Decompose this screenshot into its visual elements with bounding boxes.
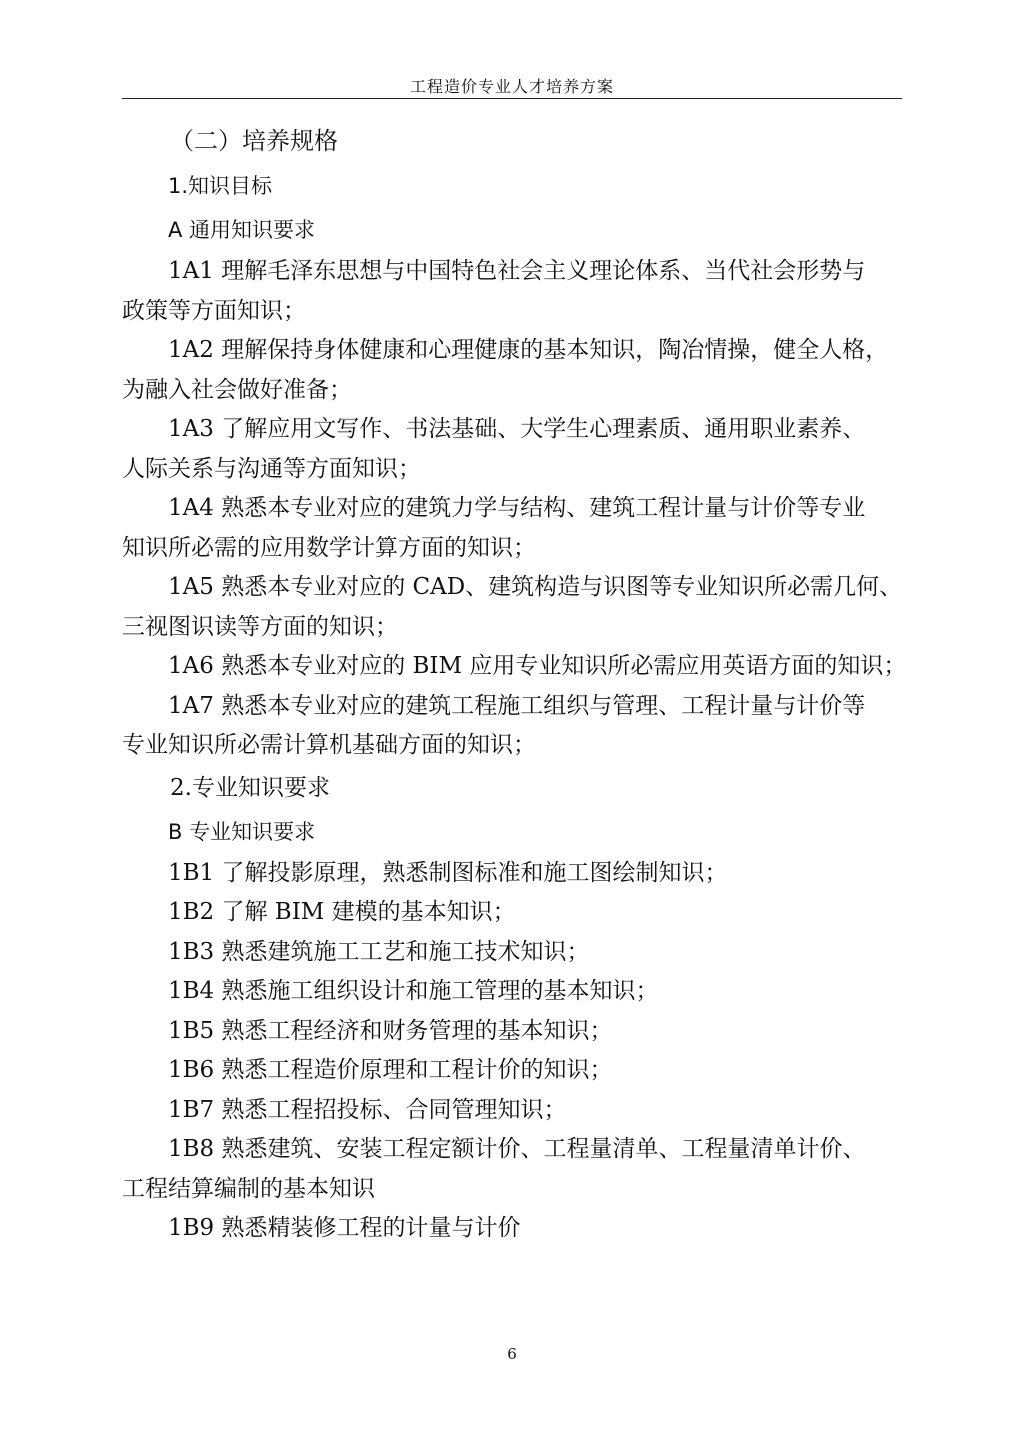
general-knowledge-item [122,410,904,489]
general-knowledge-item-continuation: 为融入社会做好准备； [122,376,352,403]
knowledge-goal-heading: 1.知识目标 [168,174,273,198]
professional-knowledge-item [122,1091,904,1131]
professional-knowledge-item-line: 1B3 熟悉建筑施工工艺和施工技术知识； [168,938,590,965]
general-knowledge-item-line: 1A4 熟悉本专业对应的建筑力学与结构、建筑工程计量与计价等专业 [168,495,866,521]
general-knowledge-item-line: 1A7 熟悉本专业对应的建筑工程施工组织与管理、工程计量与计价等 [168,692,866,719]
general-knowledge-item-line: 1A1 理解毛泽东思想与中国特色社会主义理论体系、当代社会形势与 [168,258,866,284]
general-knowledge-item [122,252,904,331]
main-content [122,118,907,1249]
professional-knowledge-item-line: 1B1 了解投影原理，熟悉制图标准和施工图绘制知识； [168,859,728,886]
professional-knowledge-item [122,933,904,973]
professional-knowledge-item [122,1012,904,1052]
professional-knowledge-item [122,1209,904,1249]
header-divider [122,98,902,99]
professional-knowledge-item [122,1130,904,1209]
general-knowledge-item [122,647,907,687]
professional-knowledge-item [122,972,904,1012]
general-knowledge-item [122,687,904,766]
general-knowledge-item-continuation: 三视图识读等方面的知识； [122,613,398,640]
professional-knowledge-item-line: 1B6 熟悉工程造价原理和工程计价的知识； [168,1057,613,1083]
professional-knowledge-list [122,854,904,1249]
general-knowledge-heading: A 通用知识要求 [168,218,316,242]
professional-knowledge-item-continuation: 工程结算编制的基本知识 [122,1175,375,1202]
professional-knowledge-item [122,1051,904,1091]
general-knowledge-item-continuation: 知识所必需的应用数学计算方面的知识； [122,534,536,561]
professional-knowledge-item [122,854,904,894]
professional-knowledge-item-line: 1B8 熟悉建筑、安装工程定额计价、工程量清单、工程量清单计价、 [168,1136,866,1162]
professional-knowledge-item [122,893,904,933]
general-knowledge-item-continuation: 政策等方面知识； [122,297,306,324]
professional-knowledge-item-line: 1B2 了解 BIM 建模的基本知识； [168,899,516,925]
running-header: 工程造价专业人才培养方案 [409,77,614,96]
professional-knowledge-item-line: 1B5 熟悉工程经济和财务管理的基本知识； [168,1017,613,1044]
general-knowledge-item-line: 1A6 熟悉本专业对应的 BIM 应用专业知识所必需应用英语方面的知识； [168,653,907,679]
general-knowledge-item [122,568,904,647]
general-knowledge-list [122,252,907,766]
general-knowledge-item-line: 1A2 理解保持身体健康和心理健康的基本知识，陶冶情操，健全人格， [168,337,889,363]
general-knowledge-item [122,331,904,410]
professional-knowledge-item-line: 1B9 熟悉精装修工程的计量与计价 [168,1215,521,1241]
general-knowledge-item-line: 1A3 了解应用文写作、书法基础、大学生心理素质、通用职业素养、 [168,416,866,442]
professional-knowledge-item-line: 1B7 熟悉工程招投标、合同管理知识； [168,1096,567,1123]
page-number: 6 [507,1345,517,1363]
general-knowledge-item [122,489,904,568]
professional-sub-heading: B 专业知识要求 [168,819,316,844]
professional-knowledge-heading: 2.专业知识要求 [170,774,330,801]
professional-knowledge-item-line: 1B4 熟悉施工组织设计和施工管理的基本知识； [168,978,659,1004]
general-knowledge-item-line: 1A5 熟悉本专业对应的 CAD、建筑构造与识图等专业知识所必需几何、 [168,574,903,600]
section-title: （二）培养规格 [170,127,338,155]
general-knowledge-item-continuation: 专业知识所必需计算机基础方面的知识； [122,732,536,758]
general-knowledge-item-continuation: 人际关系与沟通等方面知识； [122,455,421,482]
